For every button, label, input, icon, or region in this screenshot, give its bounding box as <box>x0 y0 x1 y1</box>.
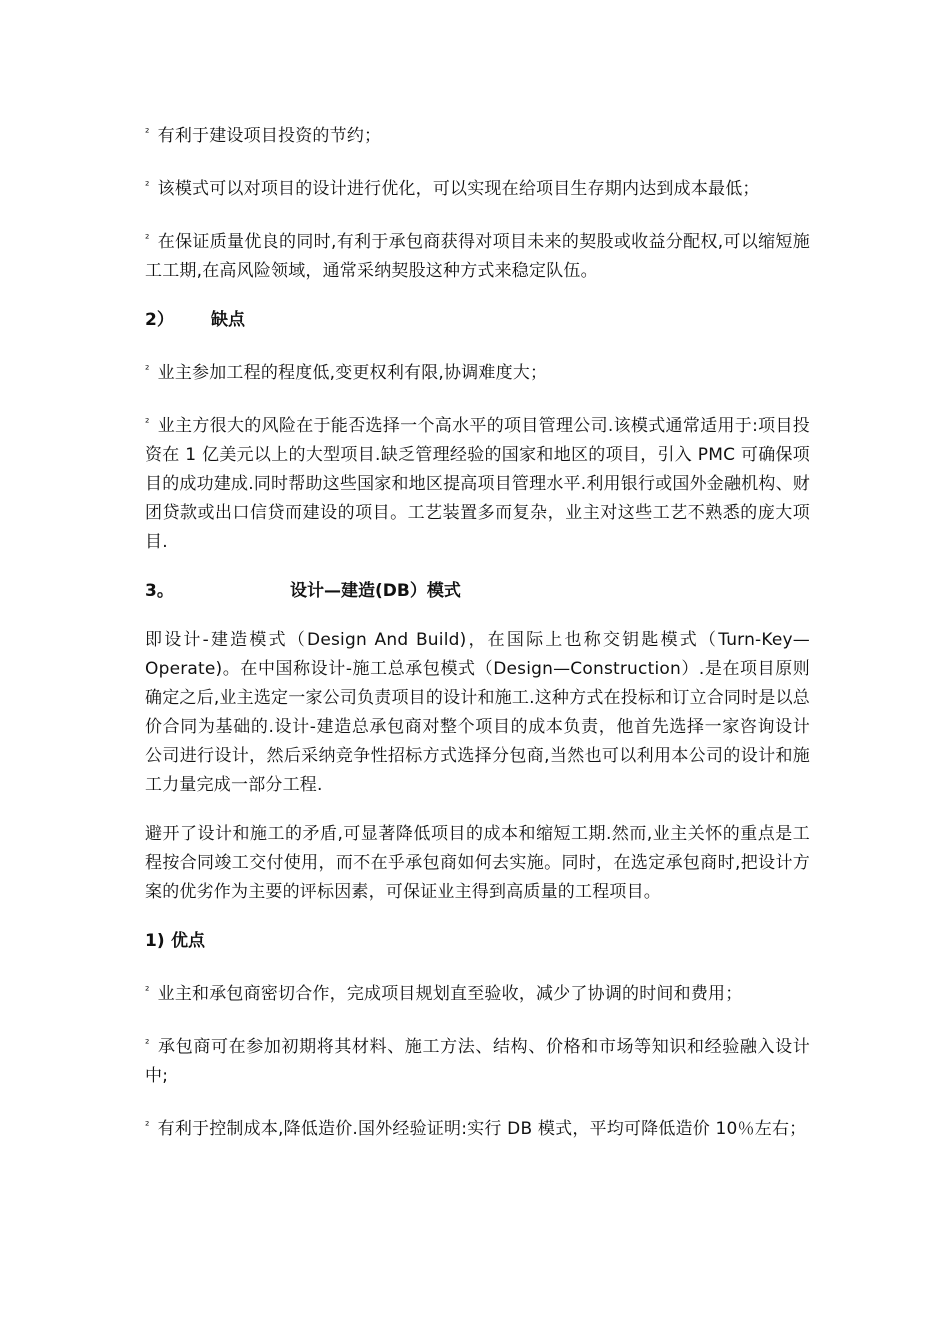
bullet-glyph: ² <box>145 363 150 376</box>
bullet-glyph: ² <box>145 1119 150 1132</box>
bullet-text: 在保证质量优良的同时,有利于承包商获得对项目未来的契股或收益分配权,可以缩短施工工期,在高风险领域，通常采纳契股这种方式来稳定队伍。 <box>145 232 810 281</box>
bullet-text: 承包商可在参加初期将其材料、施工方法、结构、价格和市场等知识和经验融入设计中; <box>145 1037 810 1086</box>
bullet-item <box>145 118 810 151</box>
bullet-text: 业主和承包商密切合作，完成项目规划直至验收，减少了协调的时间和费用； <box>157 984 743 1004</box>
body-paragraph: 即设计-建造模式（Design And Build)，在国际上也称交钥匙模式（Turn-Key—Operate)。在中国称设计-施工总承包模式（Design—Construction）.是在项目原则确定之后,业主选定一家公司负责项目的设计和施工.这种方式在投标和订立合同时是以总价合同为基础的.设计-建造总承包商对整个项目的成本负责，他首先选择一家咨询设计公司进行设计，然后采纳竞争性招标方式选择分包商,当然也可以利用本公司的设计和施工力量完成一部分工程. <box>145 630 810 795</box>
bullet-glyph: ² <box>145 1037 150 1050</box>
bullet-item <box>145 171 810 204</box>
bullet-text: 该模式可以对项目的设计进行优化，可以实现在给项目生存期内达到成本最低； <box>157 179 760 199</box>
bullet-item <box>145 1111 810 1144</box>
bullet-item <box>145 408 810 557</box>
bullet-item <box>145 355 810 388</box>
body-paragraph: 避开了设计和施工的矛盾,可显著降低项目的成本和缩短工期.然而,业主关怀的重点是工程按合同竣工交付使用，而不在乎承包商如何去实施。同时，在选定承包商时,把设计方案的优劣作为主要的评标因素，可保证业主得到高质量的工程项目。 <box>145 824 810 902</box>
bullet-glyph: ² <box>145 984 150 997</box>
heading-number: 3。 <box>145 581 174 601</box>
bullet-text: 业主方很大的风险在于能否选择一个高水平的项目管理公司.该模式通常适用于:项目投资在 1 亿美元以上的大型项目.缺乏管理经验的国家和地区的项目，引入 PMC 可确保项目的成功建成.同时帮助这些国家和地区提高项目管理水平.利用银行或国外金融机构、财团贷款或出口信贷而建设的项目。工艺装置多而复杂，业主对这些工艺不熟悉的庞大项目. <box>145 416 810 552</box>
heading-title: 设计—建造(DB）模式 <box>290 581 461 601</box>
heading-db-mode <box>145 577 810 606</box>
bullet-item <box>145 224 810 286</box>
bullet-text: 有利于建设项目投资的节约； <box>157 126 382 146</box>
heading-number: 1) <box>145 931 165 951</box>
bullet-item <box>145 1029 810 1091</box>
bullet-glyph: ² <box>145 179 150 192</box>
heading-disadvantages <box>145 306 810 335</box>
bullet-text: 有利于控制成本,降低造价.国外经验证明:实行 DB 模式，平均可降低造价 10％左右； <box>157 1119 807 1139</box>
bullet-text: 业主参加工程的程度低,变更权利有限,协调难度大； <box>157 363 548 383</box>
bullet-item <box>145 976 810 1009</box>
heading-number: 2） <box>145 310 174 330</box>
heading-title: 缺点 <box>211 310 245 330</box>
heading-db-advantages <box>145 927 810 956</box>
heading-title: 优点 <box>171 931 205 951</box>
document-body <box>145 118 810 1164</box>
bullet-glyph: ² <box>145 232 150 245</box>
bullet-glyph: ² <box>145 416 150 429</box>
bullet-glyph: ² <box>145 126 150 139</box>
